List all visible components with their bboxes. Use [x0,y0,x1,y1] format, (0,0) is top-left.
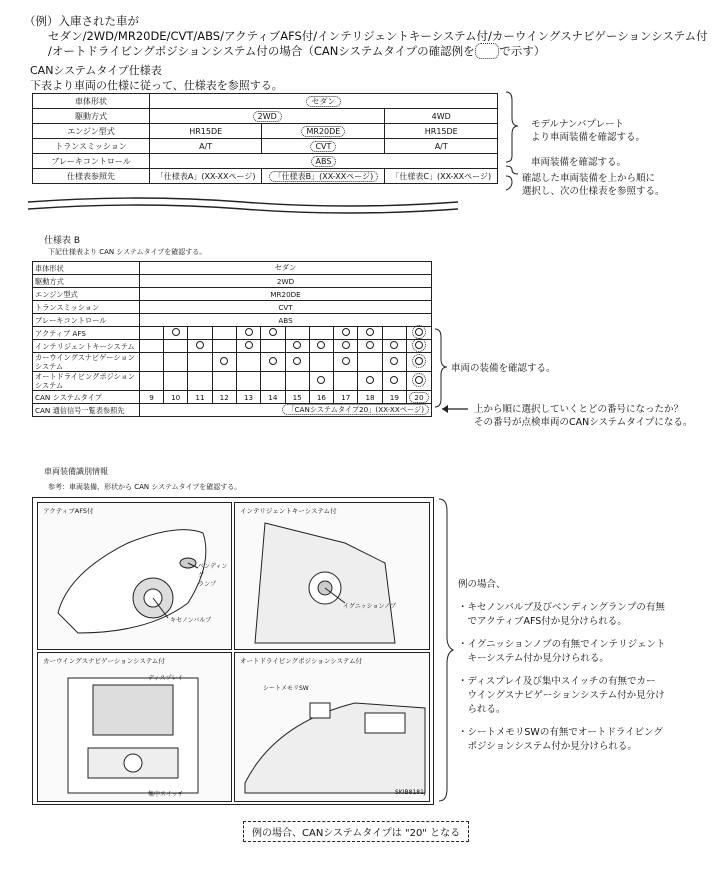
can-type-cell [285,391,309,404]
label-display: ディスプレイ [148,675,183,682]
row-label: 車体形状 [33,262,140,275]
cell-value: HR15DE [150,124,262,139]
mark-cell [309,327,333,340]
panel-nav [37,652,232,802]
mark-cell [236,353,260,372]
mark-cell [334,353,358,372]
figure-code: SKIB8181J [395,789,426,796]
cell-value: CVT [310,141,336,152]
can-type-cell [358,391,382,404]
example-b3: ・ディスプレイ及び集中スイッチの有無でカー ウイングスナビゲーションシステム付か見分け られる。 [458,676,665,715]
equip2-note: 車両の装備を確認する。 [451,363,556,374]
mark-cell [188,327,212,340]
spec-subtitle: 下表より車両の仕様に従って、仕様表を参照する。 [30,79,283,92]
seat-memory-icon [235,653,429,801]
can-type-row [33,391,432,404]
equip-row [33,353,432,372]
arrow-icon [438,403,470,415]
can-type-number: 16 [316,392,327,402]
panel-adp-caption: オートドライビングポジションシステム付 [240,657,363,665]
table-b-subtitle: 下記仕様表より CAN システムタイプを確認する。 [48,248,207,256]
arrow-note: 上から順に選択していくとどの番号になったか？ その番号が点検車両のCANシステムタイプになる。 [474,404,693,428]
mark-circle-icon [317,376,325,384]
can-type-cell [406,391,431,404]
mark-cell [140,340,164,353]
row-label: 駆動方式 [33,275,140,288]
can-type-cell [164,391,188,404]
table-b-title: 仕様表 B [44,236,81,246]
can-type-cell [140,391,164,404]
equip-label: オートドライビングポジション システム [33,372,140,391]
can-type-number: 15 [292,392,302,402]
example-notes [458,578,708,763]
ignition-knob-icon [235,503,429,649]
mark-cell [261,372,285,391]
cell-label: 仕様表参照先 [33,169,150,184]
mark-cell [334,372,358,391]
mark-circle-icon [415,328,423,336]
equip-row [33,372,432,391]
mark-circle-icon [415,341,423,349]
mark-cell [212,353,236,372]
mark-cell [140,372,164,391]
panel-ikey [234,502,430,650]
cell-value: 4WD [385,109,498,124]
can-list-row [33,404,432,417]
example-b2: ・イグニッションノブの有無でインテリジェント キーシステム付か見分けられる。 [458,639,666,664]
spec-table [32,93,498,184]
mark-circle-icon [293,341,301,349]
can-type-number: 12 [219,392,229,402]
mark-circle-icon [342,328,350,336]
equip-label: アクティブ AFS [33,327,140,340]
can-type-number: 20 [409,392,428,403]
cell-value: 「仕様表C」(XX-XXページ) [385,169,498,184]
panel-nav-caption: カーウイングスナビゲーションシステム付 [43,657,165,665]
can-type-cell [188,391,212,404]
row-label: トランスミッション [33,301,140,314]
example-b4: ・シートメモリSWの有無でオートドライビング ポジションシステム付か見分けられる。 [458,727,663,752]
mark-cell [236,327,260,340]
can-type-cell [309,391,333,404]
mark-cell [382,340,406,353]
table-b-row [33,275,432,288]
equip-note: 車両装備を確認する。 [531,157,627,168]
cell-value: A/T [385,139,498,154]
can-type-number: 17 [341,392,351,402]
mark-circle-icon [342,357,350,365]
mark-cell [261,327,285,340]
can-type-number: 11 [195,392,205,402]
panel-ikey-caption: インテリジェントキーシステム付 [240,507,337,515]
can-type-cell [334,391,358,404]
intro-line1: （例）入庫された車が [24,14,139,28]
row-label: エンジン型式 [33,288,140,301]
cell-value: 「仕様表A」(XX-XXページ) [150,169,262,184]
equip-row [33,340,432,353]
mark-cell [261,340,285,353]
equip-label: カーウイングスナビゲーション システム [33,353,140,372]
cell-value: 「仕様表B」(XX-XXページ) [269,171,379,182]
mark-circle-icon [317,341,325,349]
confirm-note: 確認した車両装備を上から順に 選択し、次の仕様表を参照する。 [522,173,665,197]
example-head: 例の場合、 [458,579,506,590]
mark-cell [236,340,260,353]
can-type-cell [382,391,406,404]
model-plate-note: モデルナンバプレート より車両装備を確認する。 [531,119,646,143]
mark-circle-icon [366,328,374,336]
mark-cell [285,372,309,391]
mark-cell [140,353,164,372]
cell-value: MR20DE [301,126,345,137]
mark-cell [164,372,188,391]
equip-figure [32,497,434,805]
label-switch: 集中スイッチ [148,791,184,798]
mark-circle-icon [366,376,374,384]
label-bending-lamp: ベンディング ランプ [198,563,228,588]
can-type-number: 19 [389,392,399,402]
intro-line2: セダン/2WD/MR20DE/CVT/ABS/アクティブAFS付/インテリジェントキーシステム付/カーウイングスナビゲーションシステム付 [48,29,708,43]
mark-circle-icon [366,341,374,349]
can-type-cell [261,391,285,404]
cell-label: トランスミッション [33,139,150,154]
brace-figure [437,497,455,803]
cell-label: ブレーキコントロール [33,154,150,169]
table-b-row [33,301,432,314]
can-type-number: 13 [243,392,254,402]
mark-circle-icon [269,357,277,365]
table-b-row [33,288,432,301]
mark-circle-icon [342,341,350,349]
table-b-row [33,262,432,275]
cell-value: HR15DE [385,124,498,139]
label-seat-memory: シートメモリSW [263,685,309,692]
mark-cell [285,353,309,372]
mark-cell [309,372,333,391]
mark-cell [285,340,309,353]
mark-cell [358,327,382,340]
mark-cell [358,340,382,353]
mark-cell [406,353,431,372]
row-value: 2WD [140,275,432,288]
can-type-number: 18 [365,392,375,402]
mark-cell [188,340,212,353]
mark-cell [382,327,406,340]
table-b [32,261,432,417]
row-value: セダン [140,262,432,275]
mark-cell [212,340,236,353]
can-type-number: 14 [268,392,278,402]
can-type-cell [212,391,236,404]
mark-circle-icon [245,328,253,336]
panel-adp [234,652,430,802]
equip-id-subtitle: 参考：車両装備、形状から CAN システムタイプを確認する。 [48,483,242,491]
mark-circle-icon [269,328,277,336]
mark-cell [309,353,333,372]
mark-cell [212,327,236,340]
mark-circle-icon [293,357,301,365]
brace-equip [433,327,453,409]
brace-group [504,90,524,195]
mark-cell [140,327,164,340]
can-list-value: 「CANシステムタイプ20」(XX-XXページ) [282,404,429,415]
mark-cell [164,340,188,353]
mark-cell [212,372,236,391]
mark-circle-icon [390,341,398,349]
row-value: MR20DE [140,288,432,301]
mark-circle-icon [196,341,204,349]
highlight-sample [475,43,500,59]
can-type-number: 10 [171,392,181,402]
mark-circle-icon [415,357,423,365]
nav-display-icon [38,653,231,801]
table-b-row [33,314,432,327]
mark-cell [406,372,431,391]
break-line [28,196,458,218]
mark-circle-icon [415,376,423,384]
label-xenon: キセノンバルブ [170,617,212,624]
footer-note: 例の場合、CANシステムタイプは "20" となる [243,821,469,842]
intro-line3b: で示す） [499,44,546,58]
row-value: CVT [140,301,432,314]
spec-title: CANシステムタイプ仕様表 [30,64,162,77]
mark-cell [261,353,285,372]
mark-cell [164,353,188,372]
equip-id-title: 車両装備識別情報 [44,467,108,476]
cell-label: 車体形状 [33,94,150,109]
intro-line3 [24,44,708,59]
can-type-number: 9 [149,392,154,402]
mark-circle-icon [220,357,228,365]
mark-cell [358,353,382,372]
mark-cell [406,327,431,340]
intro-line3a: /オートドライビングポジションシステム付の場合（CANシステムタイプの確認例を [48,44,475,58]
panel-afs-caption: アクティブAFS付 [43,507,94,515]
mark-cell [334,327,358,340]
mark-cell [236,372,260,391]
cell-value: 2WD [253,111,282,122]
mark-circle-icon [390,376,398,384]
cell-value: ABS [311,156,337,167]
mark-circle-icon [172,328,180,336]
label-ignition: イグニッションノブ [343,603,397,610]
can-type-label: CAN システムタイプ [33,391,140,404]
can-type-cell [236,391,260,404]
mark-cell [285,327,309,340]
cell-label: エンジン型式 [33,124,150,139]
cell-value: セダン [306,96,340,107]
mark-cell [382,372,406,391]
mark-cell [358,372,382,391]
row-value: ABS [140,314,432,327]
mark-cell [188,353,212,372]
intro [24,14,708,59]
mark-cell [188,372,212,391]
mark-cell [309,340,333,353]
mark-cell [406,340,431,353]
panel-afs [37,502,232,650]
row-label: ブレーキコントロール [33,314,140,327]
mark-circle-icon [390,357,398,365]
equip-row [33,327,432,340]
mark-cell [164,327,188,340]
cell-label: 駆動方式 [33,109,150,124]
cell-value: A/T [150,139,262,154]
mark-cell [382,353,406,372]
mark-cell [334,340,358,353]
equip-label: インテリジェントキーシステム [33,340,140,353]
can-list-label: CAN 通信信号一覧表参照先 [33,404,140,417]
mark-circle-icon [245,341,253,349]
example-b1: ・キセノンバルブ及びベンディングランプの有無 でアクティブAFS付か見分けられる。 [458,602,665,627]
